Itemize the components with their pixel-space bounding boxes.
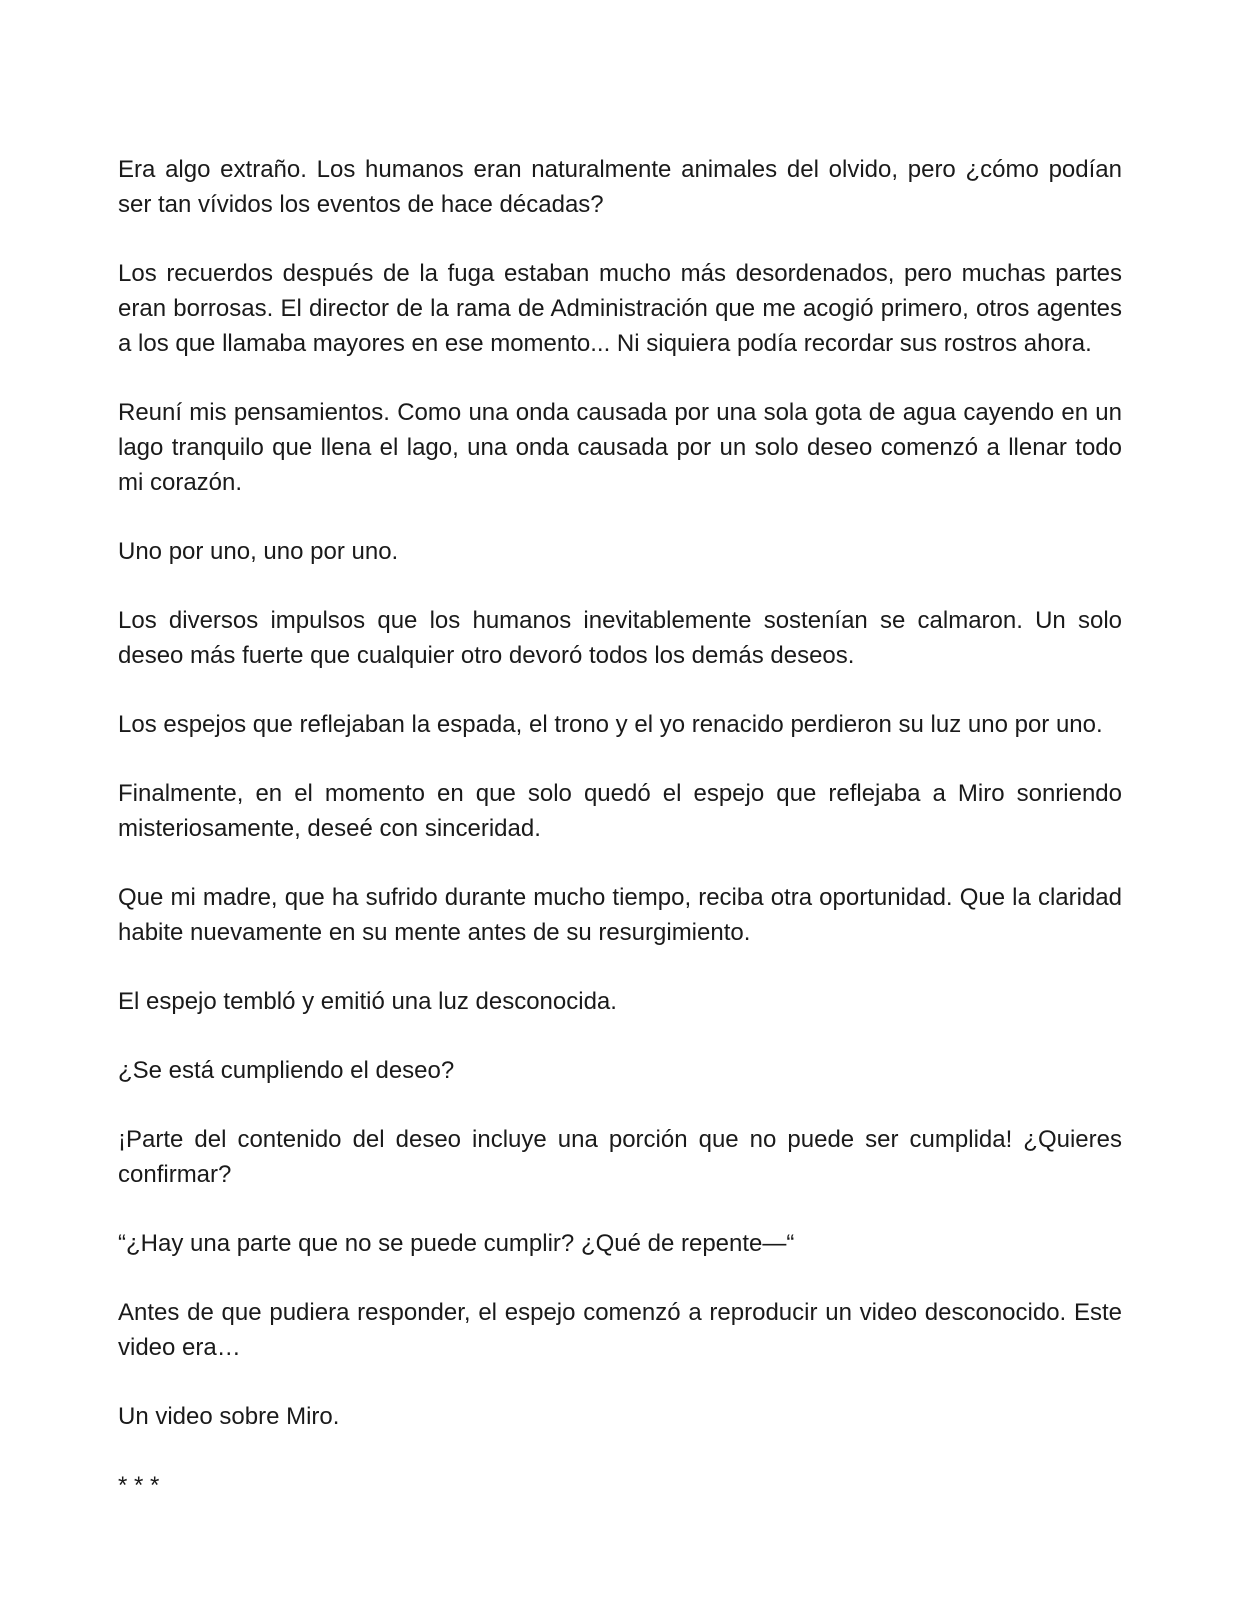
paragraph-5: Los diversos impulsos que los humanos inevitablemente sostenían se calmaron. Un solo deseo más fuerte que cualquier otro devoró todos los demás deseos. bbox=[118, 607, 1122, 669]
paragraph-11: ¡Parte del contenido del deseo incluye una porción que no puede ser cumplida! ¿Quieres confirmar? bbox=[118, 1126, 1122, 1188]
paragraph-12: “¿Hay una parte que no se puede cumplir? ¿Qué de repente—“ bbox=[118, 1230, 795, 1257]
paragraph-1: Era algo extraño. Los humanos eran naturalmente animales del olvido, pero ¿cómo podían ser tan vívidos los eventos de hace décadas? bbox=[118, 156, 1122, 218]
paragraph-4: Uno por uno, uno por uno. bbox=[118, 538, 399, 565]
paragraph-14: Un video sobre Miro. bbox=[118, 1403, 340, 1430]
paragraph-8: Que mi madre, que ha sufrido durante mucho tiempo, reciba otra oportunidad. Que la claridad habite nuevamente en su mente antes de su resurgimiento. bbox=[118, 884, 1122, 946]
paragraph-2: Los recuerdos después de la fuga estaban mucho más desordenados, pero muchas partes eran borrosas. El director de la rama de Administración que me acogió primero, otros agentes a los que llamaba mayores en ese momento... Ni siquiera podía recordar sus rostros ahora. bbox=[118, 260, 1122, 357]
paragraph-9: El espejo tembló y emitió una luz desconocida. bbox=[118, 988, 617, 1015]
section-break: * * * bbox=[118, 1472, 160, 1499]
paragraph-10: ¿Se está cumpliendo el deseo? bbox=[118, 1057, 455, 1084]
paragraph-13: Antes de que pudiera responder, el espejo comenzó a reproducir un video desconocido. Este video era… bbox=[118, 1299, 1122, 1361]
paragraph-6: Los espejos que reflejaban la espada, el trono y el yo renacido perdieron su luz uno por uno. bbox=[118, 711, 1103, 738]
paragraph-3: Reuní mis pensamientos. Como una onda causada por una sola gota de agua cayendo en un lago tranquilo que llena el lago, una onda causada por un solo deseo comenzó a llenar todo mi corazón. bbox=[118, 399, 1122, 496]
document-body bbox=[118, 152, 1122, 1503]
paragraph-7: Finalmente, en el momento en que solo quedó el espejo que reflejaba a Miro sonriendo misteriosamente, deseé con sinceridad. bbox=[118, 780, 1122, 842]
